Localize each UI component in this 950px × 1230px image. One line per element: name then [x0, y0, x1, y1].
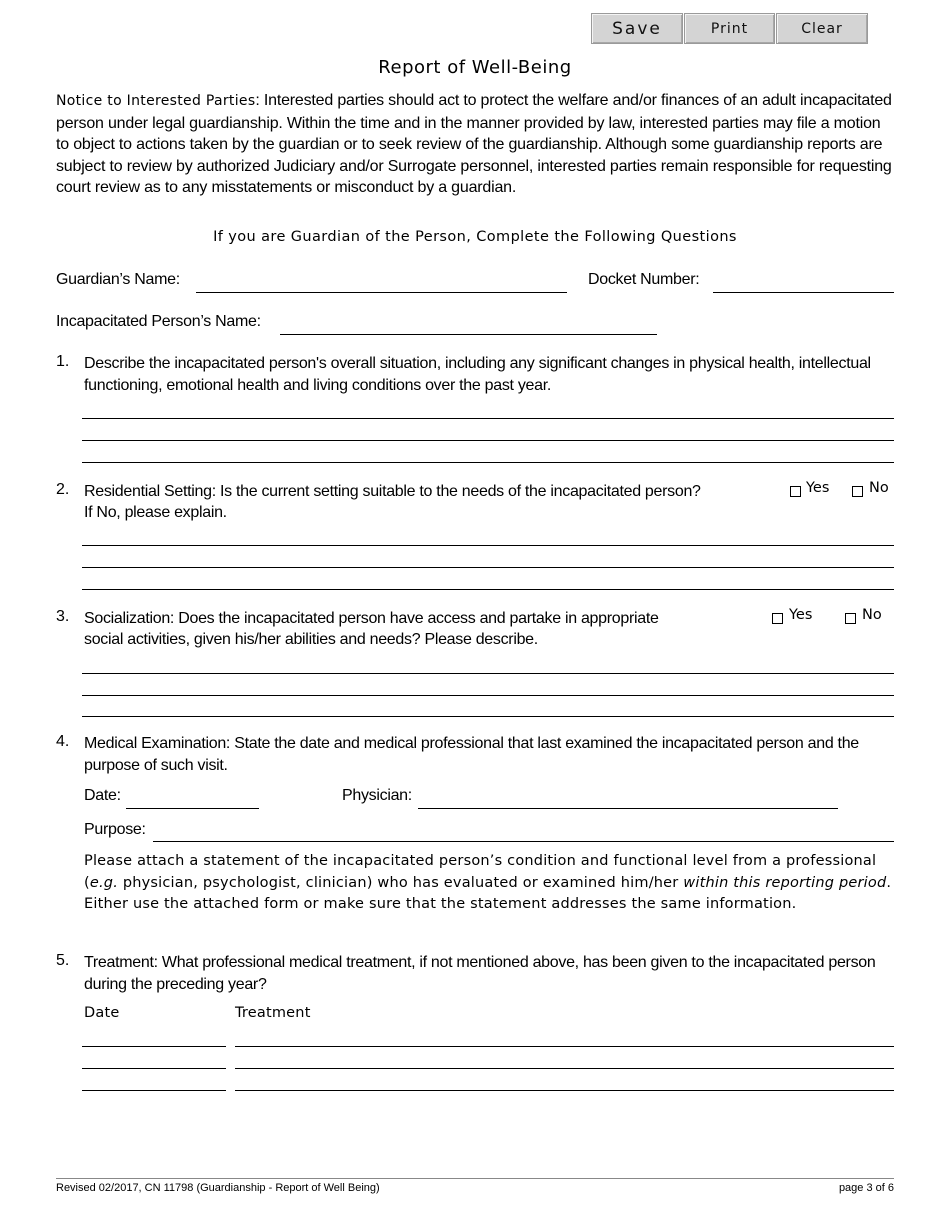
footer-divider [56, 1178, 894, 1179]
q5-date-column-header: Date [84, 1005, 120, 1021]
docket-number-input[interactable] [713, 274, 894, 293]
q5-treatment-input-1[interactable] [235, 1028, 894, 1047]
q4-note-part-a: Please attach a statement of the incapacitated person’s condition and functional level from a professional ( [84, 853, 877, 891]
q4-number: 4. [56, 733, 70, 750]
q5-treatment-input-2[interactable] [235, 1050, 894, 1069]
q2-no-label: No [869, 480, 889, 496]
q3-no-checkbox[interactable] [845, 613, 856, 624]
q3-answer-line-3[interactable] [82, 698, 894, 717]
q3-answer-line-2[interactable] [82, 677, 894, 696]
footer-page-number: page 3 of 6 [838, 1182, 894, 1194]
q3-number: 3. [56, 608, 70, 625]
notice-paragraph [56, 90, 896, 199]
q4-note-part-b: physician, psychologist, clinician) who has evaluated or examined him/her [118, 874, 684, 891]
q2-text-line-2: If No, please explain. [84, 504, 227, 521]
q2-yes-label: Yes [806, 480, 830, 496]
q3-yes-label: Yes [789, 607, 813, 623]
q4-attachment-note [84, 851, 896, 916]
page-title: Report of Well-Being [378, 57, 572, 78]
q4-physician-label: Physician: [342, 787, 412, 804]
q1-text: Describe the incapacitated person's overall situation, including any significant changes in physical health, intellectual functioning, emotional health and living conditions over the past year. [84, 355, 871, 394]
q4-date-input[interactable] [126, 790, 259, 809]
print-button[interactable]: Print [684, 13, 775, 44]
footer-revision: Revised 02/2017, CN 11798 (Guardianship - Report of Well Being) [56, 1182, 380, 1194]
q5-treatment-column-header: Treatment [235, 1005, 311, 1021]
q2-no-checkbox[interactable] [852, 486, 863, 497]
incapacitated-name-label: Incapacitated Person’s Name: [56, 313, 261, 330]
q2-answer-line-2[interactable] [82, 549, 894, 568]
section-subheading: If you are Guardian of the Person, Complete the Following Questions [213, 229, 737, 245]
q4-purpose-label: Purpose: [84, 821, 146, 838]
incapacitated-name-input[interactable] [280, 316, 657, 335]
notice-lead: Notice to Interested Parties [56, 93, 256, 109]
notice-body: : Interested parties should act to protect the welfare and/or finances of an adult incapacitated person under legal guardianship. Within the time and in the manner provided by law, interested parties may file a motion to object to actions taken by the guardian or to seek review of the guardianship. Although some guardianship reports are subject to review by authorized Judiciary and/or Surrogate personnel, interested parties remain responsible for requesting court review as to any misstatements or misconduct by a guardian. [56, 92, 892, 196]
clear-button[interactable]: Clear [776, 13, 868, 44]
q4-note-italic: within this reporting period [683, 874, 887, 891]
guardian-name-input[interactable] [196, 274, 567, 293]
q4-note-part-c: . Either use the attached form or make sure that the statement addresses the same information. [84, 874, 892, 912]
q4-physician-input[interactable] [418, 790, 838, 809]
q5-date-input-2[interactable] [82, 1050, 226, 1069]
q2-answer-line-1[interactable] [82, 527, 894, 546]
docket-number-label: Docket Number: [588, 271, 700, 288]
q5-text: Treatment: What professional medical treatment, if not mentioned above, has been given to the incapacitated person during the preceding year? [84, 954, 876, 993]
q3-answer-line-1[interactable] [82, 655, 894, 674]
q3-no-label: No [862, 607, 882, 623]
q3-text-line-2: social activities, given his/her abilities and needs? Please describe. [84, 631, 538, 648]
q5-date-input-1[interactable] [82, 1028, 226, 1047]
q1-answer-line-1[interactable] [82, 400, 894, 419]
save-button[interactable]: Save [591, 13, 683, 44]
q5-treatment-input-3[interactable] [235, 1072, 894, 1091]
q5-number: 5. [56, 952, 70, 969]
q2-number: 2. [56, 481, 70, 498]
q3-text-line-1: Socialization: Does the incapacitated person have access and partake in appropriate [84, 610, 659, 627]
guardian-name-label: Guardian’s Name: [56, 271, 180, 288]
q4-purpose-input[interactable] [153, 823, 894, 842]
q2-yes-checkbox[interactable] [790, 486, 801, 497]
q4-note-eg: e.g. [89, 874, 119, 891]
q4-text: Medical Examination: State the date and medical professional that last examined the incapacitated person and the purpose of such visit. [84, 735, 859, 774]
q1-answer-line-2[interactable] [82, 422, 894, 441]
q2-text-line-1: Residential Setting: Is the current setting suitable to the needs of the incapacitated person? [84, 483, 701, 500]
q2-answer-line-3[interactable] [82, 571, 894, 590]
q1-answer-line-3[interactable] [82, 444, 894, 463]
q3-yes-checkbox[interactable] [772, 613, 783, 624]
q5-date-input-3[interactable] [82, 1072, 226, 1091]
q4-date-label: Date: [84, 787, 121, 804]
q1-number: 1. [56, 353, 70, 370]
